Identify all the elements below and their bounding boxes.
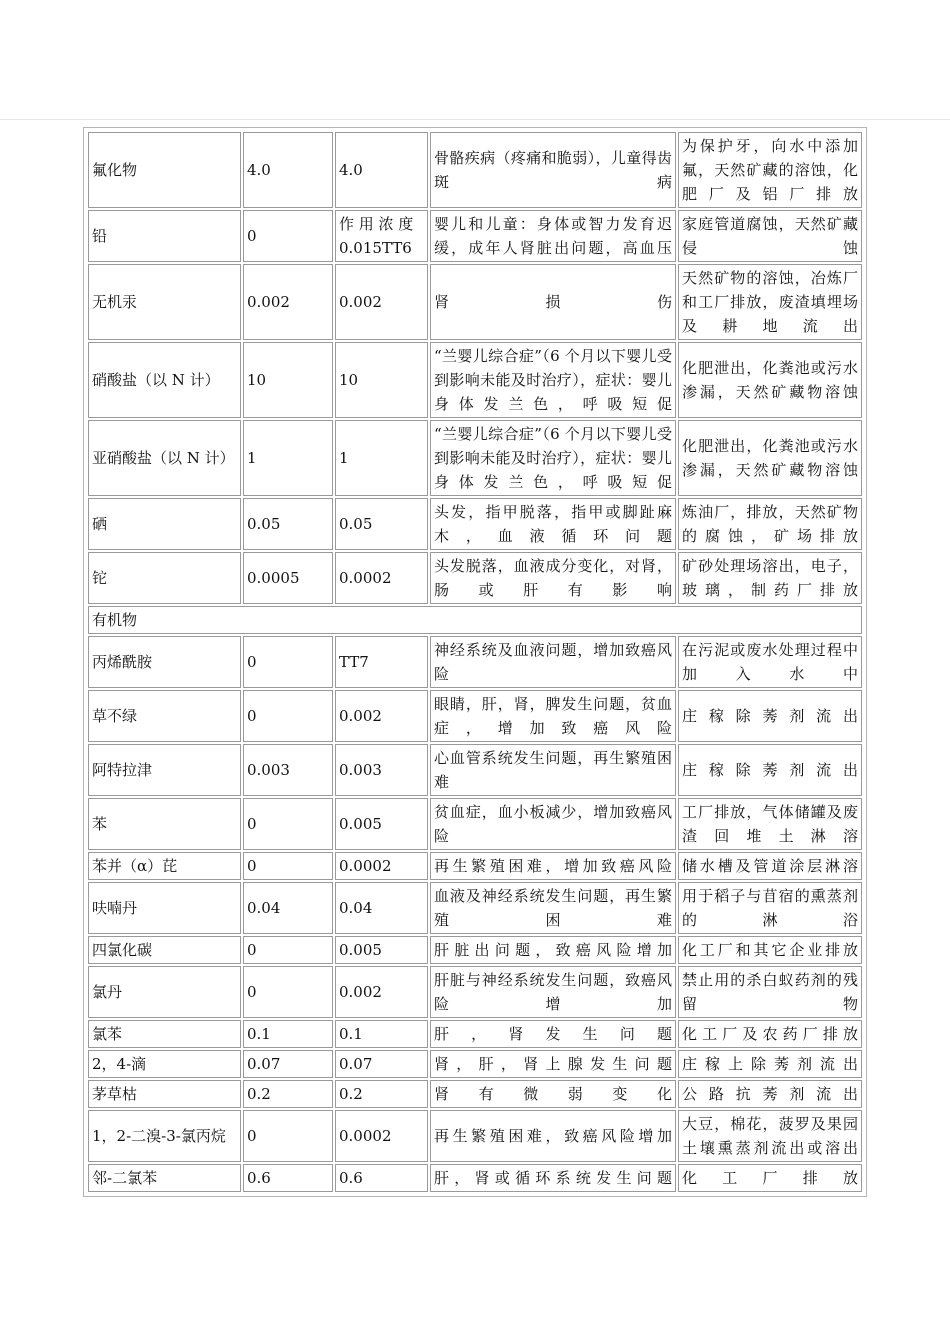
mcl-cell: 1: [335, 420, 428, 496]
health-effect-cell: 神经系统及血液问题，增加致癌风险: [430, 636, 676, 688]
source-cell: 公路抗莠剂流出: [678, 1080, 862, 1108]
table-row: [88, 852, 862, 880]
health-effect-cell: “兰婴儿综合症”（6 个月以下婴儿受到影响未能及时治疗），症状：婴儿身体发兰色，呼吸短促: [430, 342, 676, 418]
health-effect-cell: 再生繁殖困难，致癌风险增加: [430, 1110, 676, 1162]
substance-cell: 邻-二氯苯: [88, 1164, 241, 1192]
mcl-cell: TT7: [335, 636, 428, 688]
table-row: [88, 1080, 862, 1108]
substance-cell: 铊: [88, 552, 241, 604]
mcl-cell: 4.0: [335, 132, 428, 208]
mclg-cell: 4.0: [243, 132, 333, 208]
substance-cell: 茅草枯: [88, 1080, 241, 1108]
mclg-cell: 10: [243, 342, 333, 418]
source-cell: 化工厂和其它企业排放: [678, 936, 862, 964]
health-effect-cell: 肝脏与神经系统发生问题，致癌风险增加: [430, 966, 676, 1018]
contaminant-table-frame: [83, 127, 867, 1197]
health-effect-cell: 头发脱落，血液成分变化，对肾，肠或肝有影响: [430, 552, 676, 604]
contaminant-table-body: [88, 132, 862, 1192]
source-cell: 天然矿物的溶蚀，冶炼厂和工厂排放，废渣填埋场及耕地流出: [678, 264, 862, 340]
health-effect-cell: 血液及神经系统发生问题，再生繁殖困难: [430, 882, 676, 934]
substance-cell: 氯丹: [88, 966, 241, 1018]
mcl-cell: 0.005: [335, 798, 428, 850]
section-header-row: [88, 606, 862, 634]
source-cell: 化工厂排放: [678, 1164, 862, 1192]
substance-cell: 铅: [88, 210, 241, 262]
mclg-cell: 0.0005: [243, 552, 333, 604]
mclg-cell: 0.05: [243, 498, 333, 550]
source-cell: 大豆，棉花，菠罗及果园土壤熏蒸剂流出或溶出: [678, 1110, 862, 1162]
health-effect-cell: 肝，肾发生问题: [430, 1020, 676, 1048]
mcl-cell: 0.1: [335, 1020, 428, 1048]
health-effect-cell: 眼睛，肝，肾，脾发生问题，贫血症，增加致癌风险: [430, 690, 676, 742]
mcl-cell: 0.002: [335, 966, 428, 1018]
substance-cell: 丙烯酰胺: [88, 636, 241, 688]
table-row: [88, 1050, 862, 1078]
table-row: [88, 132, 862, 208]
mclg-cell: 0.003: [243, 744, 333, 796]
substance-cell: 苯: [88, 798, 241, 850]
health-effect-cell: 贫血症，血小板减少，增加致癌风险: [430, 798, 676, 850]
source-cell: 庄稼上除莠剂流出: [678, 1050, 862, 1078]
table-row: [88, 1164, 862, 1192]
health-effect-cell: 心血管系统发生问题，再生繁殖困难: [430, 744, 676, 796]
mclg-cell: 0.6: [243, 1164, 333, 1192]
health-effect-cell: 肝，肾或循环系统发生问题: [430, 1164, 676, 1192]
mcl-cell: 0.002: [335, 690, 428, 742]
substance-cell: 苯并（α）芘: [88, 852, 241, 880]
mclg-cell: 0: [243, 1110, 333, 1162]
mclg-cell: 0.1: [243, 1020, 333, 1048]
source-cell: 矿砂处理场溶出，电子，玻璃，制药厂排放: [678, 552, 862, 604]
mclg-cell: 0.07: [243, 1050, 333, 1078]
table-row: [88, 882, 862, 934]
mcl-cell: 0.005: [335, 936, 428, 964]
source-cell: 在污泥或废水处理过程中加入水中: [678, 636, 862, 688]
source-cell: 工厂排放，气体储罐及废渣回堆土淋溶: [678, 798, 862, 850]
mclg-cell: 0: [243, 852, 333, 880]
source-cell: 用于稻子与苜宿的熏蒸剂的淋浴: [678, 882, 862, 934]
health-effect-cell: 婴儿和儿童：身体或智力发育迟缓，成年人肾脏出问题，高血压: [430, 210, 676, 262]
health-effect-cell: 再生繁殖困难，增加致癌风险: [430, 852, 676, 880]
source-cell: 禁止用的杀白蚁药剂的残留物: [678, 966, 862, 1018]
mcl-cell: 0.0002: [335, 852, 428, 880]
health-effect-cell: “兰婴儿综合症”（6 个月以下婴儿受到影响未能及时治疗），症状：婴儿身体发兰色，呼吸短促: [430, 420, 676, 496]
substance-cell: 四氯化碳: [88, 936, 241, 964]
section-label: 有机物: [88, 606, 862, 634]
mclg-cell: 0.002: [243, 264, 333, 340]
substance-cell: 硝酸盐（以 N 计）: [88, 342, 241, 418]
substance-cell: 氟化物: [88, 132, 241, 208]
substance-cell: 1，2-二溴-3-氯丙烷: [88, 1110, 241, 1162]
health-effect-cell: 肾有微弱变化: [430, 1080, 676, 1108]
mcl-cell: 0.04: [335, 882, 428, 934]
health-effect-cell: 肾，肝，肾上腺发生问题: [430, 1050, 676, 1078]
table-row: [88, 498, 862, 550]
mcl-cell: 0.07: [335, 1050, 428, 1078]
mcl-cell: 0.003: [335, 744, 428, 796]
mclg-cell: 0: [243, 690, 333, 742]
source-cell: 炼油厂，排放，天然矿物的腐蚀，矿场排放: [678, 498, 862, 550]
substance-cell: 阿特拉津: [88, 744, 241, 796]
table-row: [88, 966, 862, 1018]
health-effect-cell: 骨骼疾病（疼痛和脆弱），儿童得齿斑病: [430, 132, 676, 208]
substance-cell: 2，4-滴: [88, 1050, 241, 1078]
source-cell: 储水槽及管道涂层淋溶: [678, 852, 862, 880]
mclg-cell: 1: [243, 420, 333, 496]
source-cell: 化肥泄出，化粪池或污水渗漏，天然矿藏物溶蚀: [678, 420, 862, 496]
mclg-cell: 0: [243, 210, 333, 262]
mclg-cell: 0: [243, 798, 333, 850]
table-row: [88, 636, 862, 688]
contaminant-table: [86, 130, 864, 1194]
table-row: [88, 264, 862, 340]
source-cell: 化肥泄出，化粪池或污水渗漏，天然矿藏物溶蚀: [678, 342, 862, 418]
mclg-cell: 0: [243, 936, 333, 964]
substance-cell: 亚硝酸盐（以 N 计）: [88, 420, 241, 496]
table-row: [88, 420, 862, 496]
table-row: [88, 552, 862, 604]
table-row: [88, 210, 862, 262]
mcl-cell: 0.05: [335, 498, 428, 550]
mcl-cell: 0.2: [335, 1080, 428, 1108]
source-cell: 庄稼除莠剂流出: [678, 744, 862, 796]
mcl-cell: 0.6: [335, 1164, 428, 1192]
health-effect-cell: 肝脏出问题，致癌风险增加: [430, 936, 676, 964]
substance-cell: 氯苯: [88, 1020, 241, 1048]
mclg-cell: 0.04: [243, 882, 333, 934]
substance-cell: 草不绿: [88, 690, 241, 742]
source-cell: 化工厂及农药厂排放: [678, 1020, 862, 1048]
source-cell: 庄稼除莠剂流出: [678, 690, 862, 742]
mclg-cell: 0.2: [243, 1080, 333, 1108]
mcl-cell: 10: [335, 342, 428, 418]
table-row: [88, 1110, 862, 1162]
mcl-cell: 0.0002: [335, 552, 428, 604]
mclg-cell: 0: [243, 966, 333, 1018]
table-row: [88, 1020, 862, 1048]
health-effect-cell: 头发，指甲脱落，指甲或脚趾麻木，血液循环问题: [430, 498, 676, 550]
table-row: [88, 342, 862, 418]
substance-cell: 硒: [88, 498, 241, 550]
mcl-cell: 0.002: [335, 264, 428, 340]
mcl-cell: 0.0002: [335, 1110, 428, 1162]
table-row: [88, 936, 862, 964]
substance-cell: 无机汞: [88, 264, 241, 340]
mcl-cell: 作 用 浓 度 0.015TT6: [335, 210, 428, 262]
page-top-rule: [0, 119, 950, 120]
mclg-cell: 0: [243, 636, 333, 688]
table-row: [88, 744, 862, 796]
table-row: [88, 798, 862, 850]
table-row: [88, 690, 862, 742]
source-cell: 为保护牙，向水中添加氟，天然矿藏的溶蚀，化肥厂及铝厂排放: [678, 132, 862, 208]
health-effect-cell: 肾损伤: [430, 264, 676, 340]
substance-cell: 呋喃丹: [88, 882, 241, 934]
source-cell: 家庭管道腐蚀，天然矿藏侵蚀: [678, 210, 862, 262]
